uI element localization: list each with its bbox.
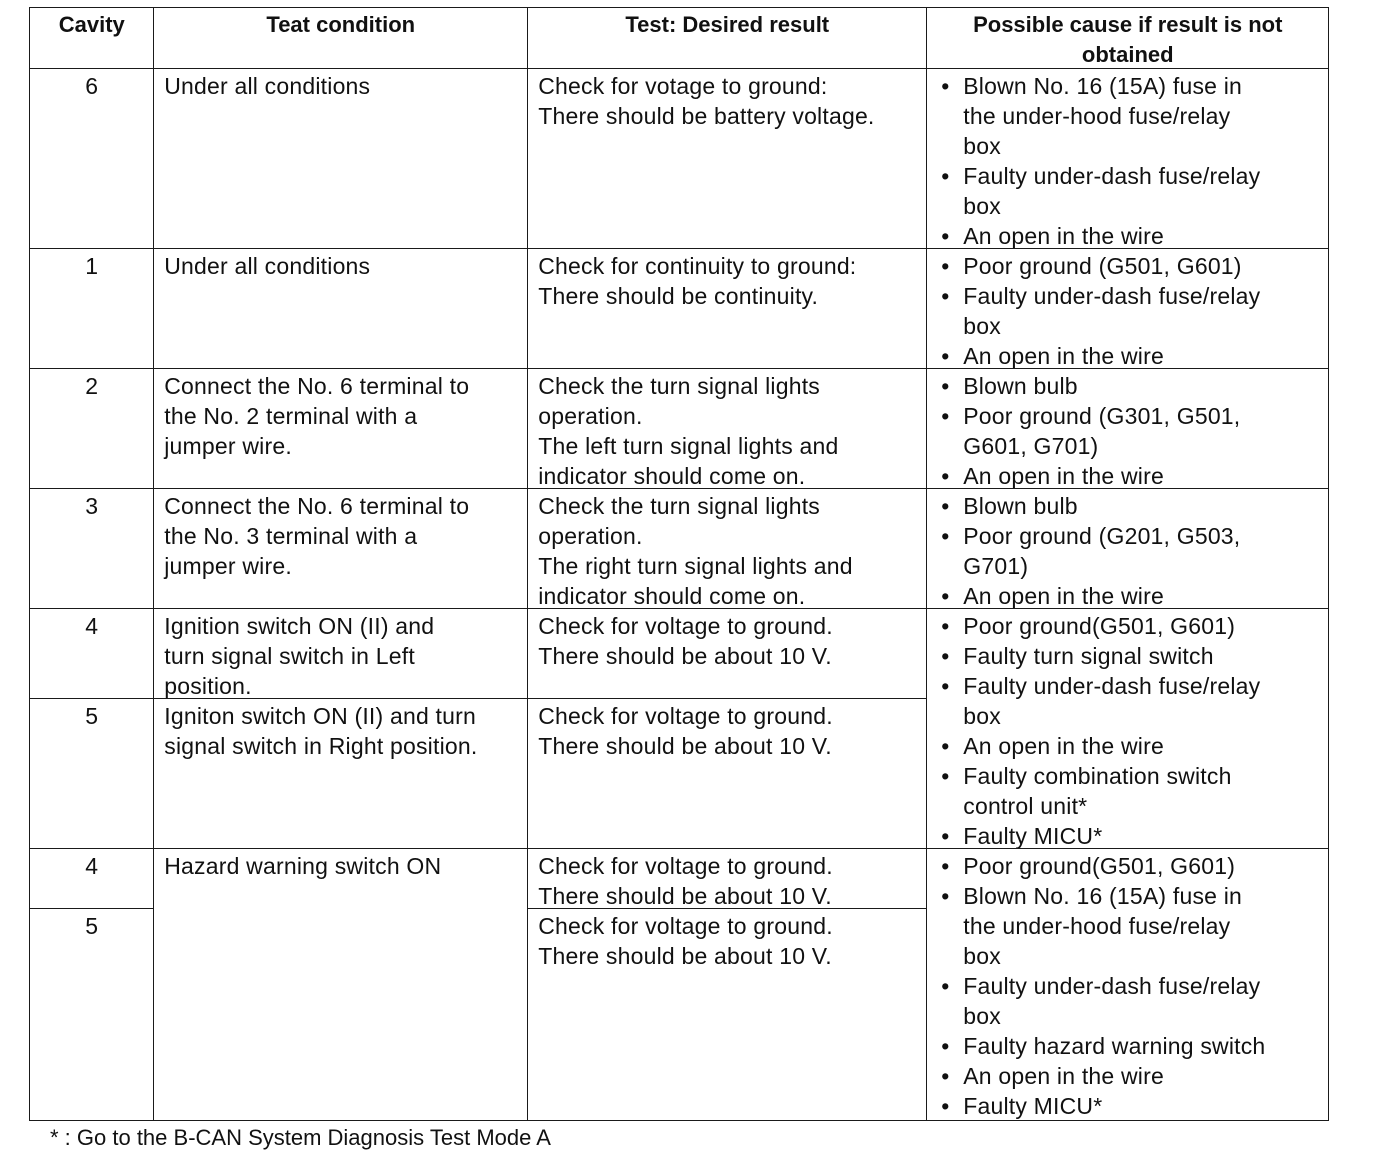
cause-item: • An open in the wire: [927, 581, 1324, 609]
cause-item: • Poor ground(G501, G601): [927, 611, 1324, 641]
cavity-cell: 3: [29, 488, 154, 609]
cause-item: • An open in the wire: [927, 461, 1324, 489]
cause-item: • Faulty under-dash fuse/relay box: [927, 161, 1324, 221]
cause-item: • Faulty under-dash fuse/relay box: [927, 281, 1324, 341]
cause-item: • Blown bulb: [927, 371, 1324, 401]
cause-cell: [926, 488, 1329, 609]
cause-item: • Faulty under-dash fuse/relay box: [927, 671, 1324, 731]
cause-item: • Blown bulb: [927, 491, 1324, 521]
condition-cell-merged: Hazard warning switch ON: [153, 848, 528, 1121]
header-possible-cause: Possible cause if result is not obtained: [926, 7, 1329, 69]
condition-cell: Under all conditions: [153, 248, 528, 369]
result-cell: Check for continuity to ground: There should be continuity.: [527, 248, 927, 369]
result-cell: Check for voltage to ground. There should be about 10 V.: [527, 848, 927, 909]
cause-item: • An open in the wire: [927, 1061, 1324, 1091]
cause-item: • Faulty MICU*: [927, 1091, 1324, 1121]
cause-item: • Faulty hazard warning switch: [927, 1031, 1324, 1061]
condition-cell: Igniton switch ON (II) and turn signal switch in Right position.: [153, 698, 528, 849]
cause-item: • Blown No. 16 (15A) fuse in the under-hood fuse/relay box: [927, 881, 1324, 971]
cavity-cell: 5: [29, 698, 154, 849]
cause-item: • Poor ground(G501, G601): [927, 851, 1324, 881]
cavity-cell: 2: [29, 368, 154, 489]
diagnosis-table: [30, 8, 1330, 1122]
condition-cell: Under all conditions: [153, 68, 528, 249]
result-cell: Check for voltage to ground. There should be about 10 V.: [527, 608, 927, 699]
result-cell: Check for votage to ground: There should be battery voltage.: [527, 68, 927, 249]
cavity-cell: 4: [29, 848, 154, 909]
cause-item: • Faulty MICU*: [927, 821, 1324, 849]
result-cell: Check the turn signal lights operation. The right turn signal lights and indicator should come on.: [527, 488, 927, 609]
header-cavity: Cavity: [29, 7, 154, 69]
cause-cell: [926, 68, 1329, 249]
cause-item: • An open in the wire: [927, 221, 1324, 249]
header-test-condition: Teat condition: [153, 7, 528, 69]
cause-item: • An open in the wire: [927, 731, 1324, 761]
header-desired-result: Test: Desired result: [527, 7, 927, 69]
cavity-cell: 4: [29, 608, 154, 699]
cause-cell: [926, 368, 1329, 489]
cause-item: • Poor ground (G501, G601): [927, 251, 1324, 281]
cause-cell-merged: [926, 608, 1329, 849]
cause-item: • Faulty under-dash fuse/relay box: [927, 971, 1324, 1031]
cause-cell: [926, 248, 1329, 369]
cause-item: • Blown No. 16 (15A) fuse in the under-hood fuse/relay box: [927, 71, 1324, 161]
condition-cell: Connect the No. 6 terminal to the No. 2 terminal with a jumper wire.: [153, 368, 528, 489]
result-cell: Check the turn signal lights operation. The left turn signal lights and indicator should come on.: [527, 368, 927, 489]
condition-cell: Connect the No. 6 terminal to the No. 3 terminal with a jumper wire.: [153, 488, 528, 609]
cavity-cell: 6: [29, 68, 154, 249]
condition-cell: Ignition switch ON (II) and turn signal switch in Left position.: [153, 608, 528, 699]
cause-item: • Poor ground (G201, G503, G701): [927, 521, 1324, 581]
cause-item: • An open in the wire: [927, 341, 1324, 369]
cavity-cell: 1: [29, 248, 154, 369]
cavity-cell: 5: [29, 908, 154, 1121]
result-cell: Check for voltage to ground. There should be about 10 V.: [527, 908, 927, 1121]
footnote: * : Go to the B-CAN System Diagnosis Test Mode A: [50, 1125, 551, 1150]
cause-cell-merged: [926, 848, 1329, 1121]
cause-item: • Faulty combination switch control unit*: [927, 761, 1324, 821]
cause-item: • Faulty turn signal switch: [927, 641, 1324, 671]
result-cell: Check for voltage to ground. There should be about 10 V.: [527, 698, 927, 849]
cause-item: • Poor ground (G301, G501, G601, G701): [927, 401, 1324, 461]
